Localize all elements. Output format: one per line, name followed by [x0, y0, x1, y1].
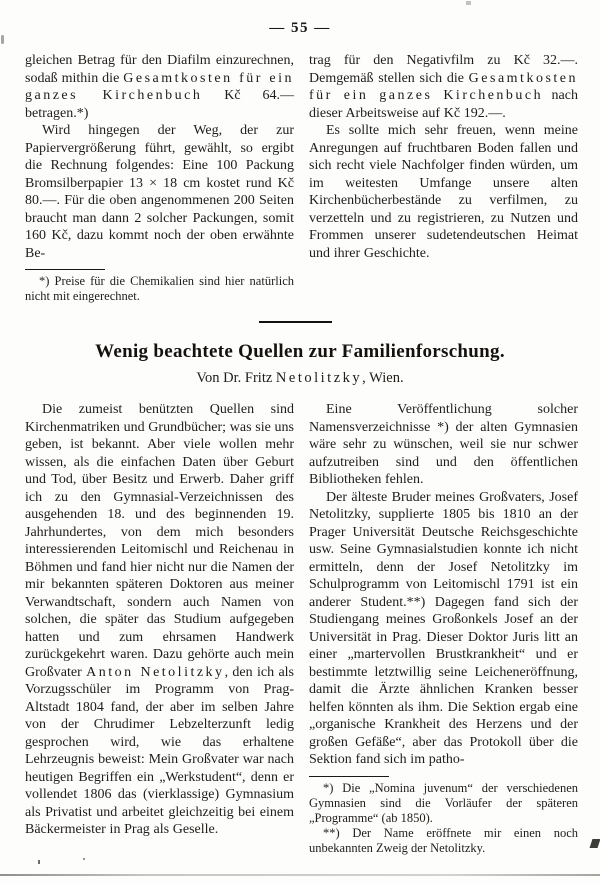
- text-segment: , Wien.: [362, 370, 404, 386]
- top-article-continuation: [25, 52, 578, 304]
- text-segment: , den ich als Vorzugsschüler im Programm von Prag-Altstadt 1804 fand, der aber im selben Jahre von der Chrudimer Lebzelterzunft ledig gesprochen wird, wie das erhaltene Lehrzeugnis beweist: Mein Großvater war nach heutigen Begriffen ein „Werkstudent“, denn er vollendet 1806 das (vierklassige) Gymnasium als Privatist und arbeitet gleichzeitig bei einem Bäckermeister in Prag als Geselle.: [25, 664, 294, 837]
- author-name: Netolitzky: [275, 370, 363, 386]
- article-right-column: [309, 401, 578, 856]
- text-segment: Kč 64.— betragen.*): [25, 88, 295, 121]
- article-left-column: [25, 401, 294, 856]
- scan-artifact: [38, 860, 40, 864]
- top-left-column: [25, 52, 294, 304]
- article-byline: [0, 370, 600, 387]
- paragraph: Es sollte mich sehr freuen, wenn meine Anregungen auf fruchtbaren Boden fallen und sich recht viele Nachfolger finden würden, um im weitesten Umfange unsere alten Kirchenbücherbestände zu verfilmen, zu verzetteln und zu registrieren, zu Nutzen und Frommen unserer sudetendeutschen Heimat und ihrer Geschichte.: [309, 123, 578, 261]
- article-body: [25, 401, 578, 856]
- page-number: — 55 —: [269, 20, 331, 36]
- paragraph: [309, 52, 578, 122]
- footnote: *) Preise für die Chemikalien sind hier natürlich nicht mit eingerechnet.: [25, 274, 294, 303]
- footnote-divider-rule: [25, 269, 105, 270]
- paragraph: Wird hingegen der Weg, der zur Papiervergrößerung führt, gewählt, so ergibt die Rechnung folgendes: Eine 100 Packung Bromsilberpapier 13 × 18 cm kostet rund Kč 80.—. Für die oben angenommenen 200 Seiten braucht man dann 2 solcher Packungen, somit 160 Kč, dazu kommt noch der oben erwähnte Be-: [25, 123, 294, 261]
- text-segment: nach dieser Arbeitsweise auf Kč 192.—.: [309, 88, 578, 121]
- footnote: *) Die „Nomina juvenum“ der verschiedenen Gymnasien sind die Vorläufer der späteren „Programme“ (ab 1850).: [309, 780, 578, 825]
- section-divider-rule: [259, 321, 332, 323]
- footnote-divider-rule: [309, 776, 389, 777]
- emphasized-spaced-text: Gesamtkosten für ein ganzes Kirchenbuch: [309, 70, 578, 103]
- scan-artifact: [590, 839, 600, 848]
- paragraph: Der älteste Bruder meines Großvaters, Josef Netolitzky, supplierte 1805 bis 1810 an der Prager Universität Deutsche Reichsgeschichte usw. Seine Gymnasialstudien konnte ich nicht ermitteln, denn der Josef Netolitzky im Schulprogramm von Leitomischl 1791 ist ein anderer Student.**) Dagegen fand sich der Studiengang meines Großonkels Josef an der Universität in Prag. Dieser Doktor Juris litt an einer „martervollen Brustkrankheit“ und er bestimmte letztwillig seine Leicheneröffnung, damit die Ärzte ähnlichen Kranken besser helfen könnten als ihm. Die Sektion ergab eine „organische Krankheit des Herzens und der großen Gefäße“, aber das Protokoll über die Sektion fand sich im patho-: [309, 489, 578, 767]
- text-segment: Die zumeist benützten Quellen sind Kirchenmatriken und Grundbücher; was sie uns geben, ist bekannt. Aber viele wollen mehr wissen, als die einfachen Daten über Geburt und Tod, über Besitz und Erwerb. Daher griff ich zu den Gymnasial-Verzeichnissen des ausgehenden 18. und des beginnenden 19. Jahrhundertes, von dem mich besonders interessierenden Leitomischl und Reichenau in Böhmen und fand hier nicht nur die Namen der mir bekannten späteren Doktoren aus meiner Verwandtschaft, sondern auch Namen von solchen, die später das Studium aufgegeben hatten und zum ehrsamen Handwerk zurückgekehrt waren. Dazu gehörte auch mein Großvater: [25, 402, 294, 680]
- article-header: [0, 341, 600, 387]
- scan-artifact: [83, 858, 85, 860]
- top-right-column: [309, 52, 578, 304]
- paragraph: Eine Veröffentlichung solcher Namensverzeichnisse *) der alten Gymnasien wäre sehr zu wünschen, weil sie nur schwer aufzutreiben sind und den öffentlichen Bibliotheken fehlen.: [309, 402, 578, 487]
- paragraph: [25, 52, 294, 122]
- footnote: **) Der Name eröffnete mir einen noch unbekannten Zweig der Netolitzky.: [309, 825, 578, 855]
- scan-artifact: [466, 1, 471, 5]
- text-segment: Von Dr. Fritz: [196, 370, 276, 386]
- text-segment: gleichen Betrag für den Diafilm einzurechnen, sodaß mithin die: [25, 53, 294, 86]
- text-segment: trag für den Negativfilm zu Kč 32.—. Demgemäß stellen sich die: [309, 53, 578, 86]
- scan-artifact: [1, 35, 4, 44]
- emphasized-spaced-text: Gesamtkosten für ein ganzes Kirchenbuch: [25, 70, 294, 103]
- scan-edge-line: [0, 874, 600, 876]
- emphasized-spaced-text: Anton Netolitzky: [86, 664, 225, 680]
- article-title: Wenig beachtete Quellen zur Familienforschung.: [95, 341, 505, 362]
- paragraph: [25, 401, 294, 839]
